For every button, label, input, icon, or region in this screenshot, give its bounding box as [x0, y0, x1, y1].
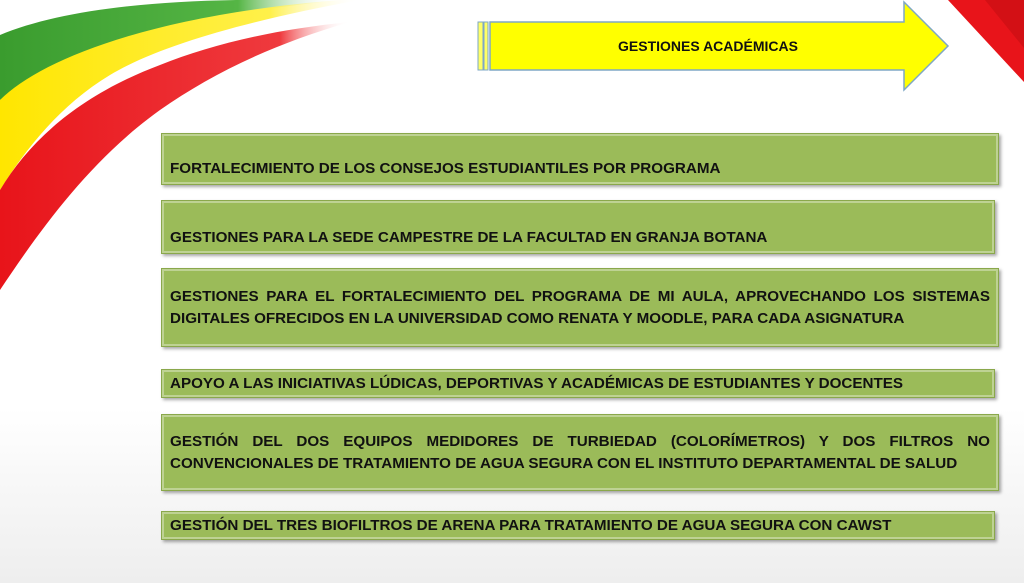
item-text: GESTIÓN DEL TRES BIOFILTROS DE ARENA PARA TRATAMIENTO DE AGUA SEGURA CON CAWST — [170, 516, 892, 534]
item-box-2 — [161, 200, 995, 254]
item-box-3 — [161, 268, 999, 347]
item-box-1 — [161, 133, 999, 185]
item-text: GESTIONES PARA EL FORTALECIMIENTO DEL PROGRAMA DE MI AULA, APROVECHANDO LOS SISTEMAS DIGITALES OFRECIDOS EN LA UNIVERSIDAD COMO RENATA Y MOODLE, PARA CADA ASIGNATURA — [170, 287, 990, 327]
item-text: FORTALECIMIENTO DE LOS CONSEJOS ESTUDIANTILES POR PROGRAMA — [170, 160, 721, 177]
item-box-4 — [161, 369, 995, 398]
title-arrow — [470, 0, 955, 96]
item-text: GESTIÓN DEL DOS EQUIPOS MEDIDORES DE TURBIEDAD (COLORÍMETROS) Y DOS FILTROS NO CONVENCIONALES DE TRATAMIENTO DE AGUA SEGURA CON EL INSTITUTO DEPARTAMENTAL DE SALUD — [170, 432, 990, 472]
page-title: GESTIONES ACADÉMICAS — [618, 38, 798, 54]
item-box-6 — [161, 511, 995, 540]
item-text: APOYO A LAS INICIATIVAS LÚDICAS, DEPORTIVAS Y ACADÉMICAS DE ESTUDIANTES Y DOCENTES — [170, 374, 904, 392]
item-box-5 — [161, 414, 999, 491]
item-text: GESTIONES PARA LA SEDE CAMPESTRE DE LA FACULTAD EN GRANJA BOTANA — [170, 229, 768, 246]
